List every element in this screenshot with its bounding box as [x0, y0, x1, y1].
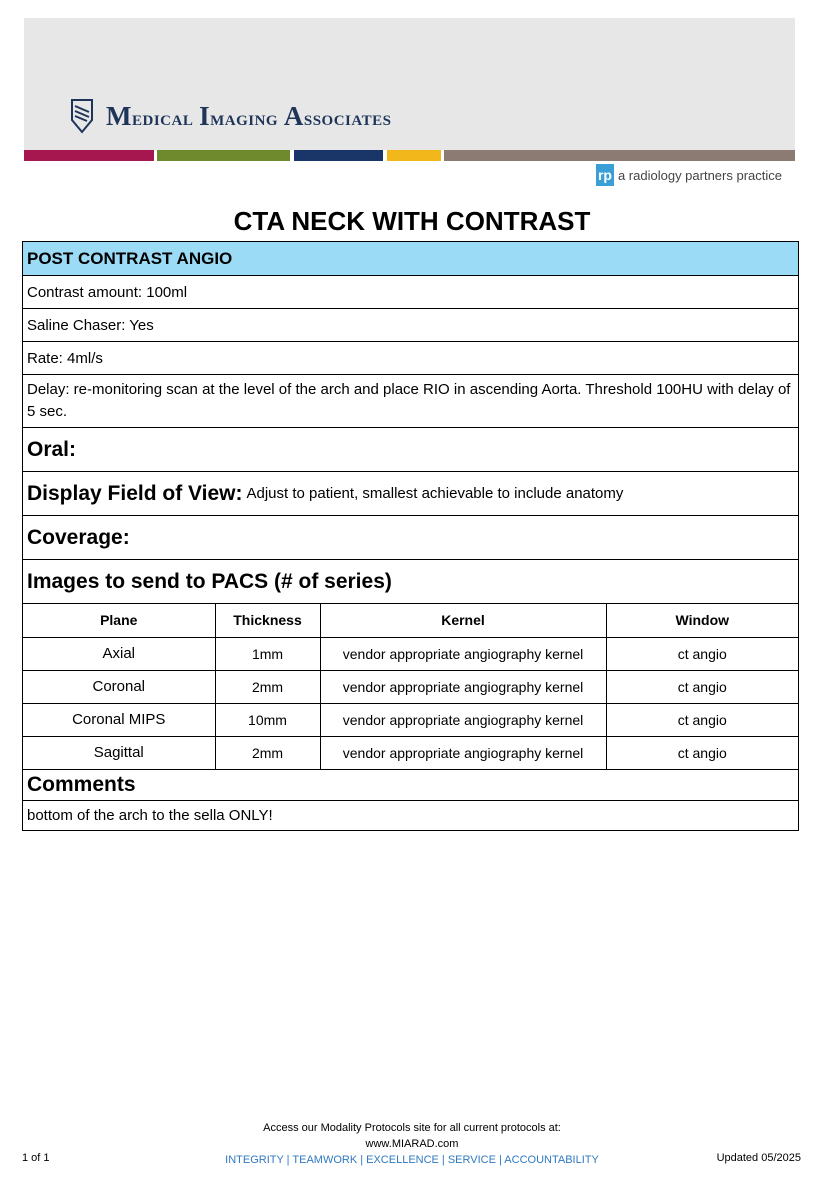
table-row — [23, 637, 798, 670]
column-header: Kernel — [320, 604, 606, 637]
window-cell: ct angio — [606, 736, 798, 769]
plane-cell: Coronal MIPS — [23, 703, 215, 736]
table-row — [23, 736, 798, 769]
footer-website: www.MIARAD.com — [365, 1138, 459, 1150]
plane-cell: Sagittal — [23, 736, 215, 769]
shield-logo-icon — [70, 98, 94, 134]
coverage-row: Coverage: — [23, 516, 798, 560]
dfov-value: Adjust to patient, smallest achievable to include anatomy — [246, 485, 624, 502]
document-title: CTA NECK WITH CONTRAST — [233, 206, 591, 236]
kernel-cell: vendor appropriate angiography kernel — [320, 736, 606, 769]
table-row — [23, 670, 798, 703]
column-header: Plane — [23, 604, 215, 637]
dfov-row — [23, 472, 798, 516]
color-bar-navy — [294, 150, 383, 161]
comments-text-row: bottom of the arch to the sella ONLY! — [27, 806, 273, 824]
window-cell: ct angio — [606, 637, 798, 670]
page-number: 1 of 1 — [22, 1152, 50, 1164]
comments-label-row: Comments — [23, 770, 798, 801]
saline-chaser-row: Saline Chaser: Yes — [23, 309, 798, 342]
plane-cell: Axial — [23, 637, 215, 670]
protocol-table — [22, 241, 799, 831]
thickness-cell: 10mm — [215, 703, 320, 736]
footer-access-text: Access our Modality Protocols site for all current protocols at: — [263, 1122, 561, 1134]
color-bar-gold — [387, 150, 441, 161]
column-header: Window — [606, 604, 798, 637]
kernel-cell: vendor appropriate angiography kernel — [320, 703, 606, 736]
kernel-cell: vendor appropriate angiography kernel — [320, 637, 606, 670]
kernel-cell: vendor appropriate angiography kernel — [320, 670, 606, 703]
dfov-label: Display Field of View: — [27, 481, 243, 505]
rp-tagline — [596, 164, 782, 186]
org-logo — [70, 98, 391, 134]
rate-row: Rate: 4ml/s — [23, 342, 798, 375]
thickness-cell: 1mm — [215, 637, 320, 670]
rp-badge-icon: rp — [596, 164, 614, 186]
window-cell: ct angio — [606, 670, 798, 703]
images-pacs-row: Images to send to PACS (# of series) — [23, 560, 798, 604]
contrast-amount-row: Contrast amount: 100ml — [23, 276, 798, 309]
color-bar-magenta — [24, 150, 154, 161]
thickness-cell: 2mm — [215, 736, 320, 769]
delay-row: Delay: re-monitoring scan at the level of the arch and place RIO in ascending Aorta. Threshold 100HU with delay of 5 sec. — [23, 375, 798, 428]
updated-date: Updated 05/2025 — [716, 1152, 801, 1164]
column-header: Thickness — [215, 604, 320, 637]
color-bar-taupe — [444, 150, 795, 161]
footer-values: INTEGRITY | TEAMWORK | EXCELLENCE | SERVICE | ACCOUNTABILITY — [225, 1154, 599, 1166]
rp-tagline-text: a radiology partners practice — [617, 167, 782, 183]
org-name: Medical Imaging Associates — [106, 100, 392, 131]
section-header: POST CONTRAST ANGIO — [23, 242, 798, 276]
thickness-cell: 2mm — [215, 670, 320, 703]
oral-row: Oral: — [23, 428, 798, 472]
plane-cell: Coronal — [23, 670, 215, 703]
table-row — [23, 703, 798, 736]
color-bar-green — [157, 150, 290, 161]
window-cell: ct angio — [606, 703, 798, 736]
series-header-row — [23, 604, 798, 637]
footer — [0, 1120, 824, 1168]
series-table — [23, 604, 798, 770]
